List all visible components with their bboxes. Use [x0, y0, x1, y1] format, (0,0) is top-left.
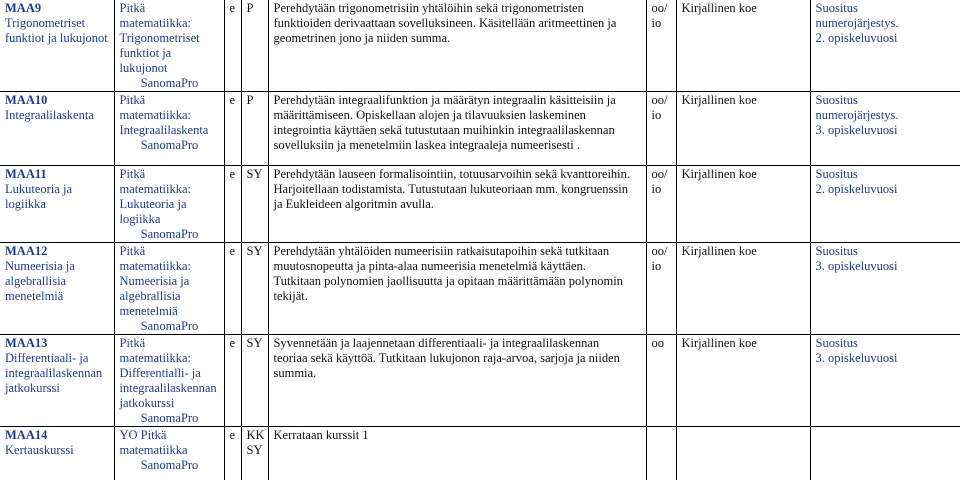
course-book-line: Pitkä matematiikka: [119, 336, 192, 365]
course-code: MAA11 [5, 167, 47, 181]
course-description-cell [268, 92, 646, 166]
course-type-cell [224, 0, 241, 92]
course-exam: Kirjallinen koe [681, 244, 757, 258]
course-publisher: SanomaPro [140, 76, 199, 90]
course-level-line: SY [246, 443, 263, 457]
course-description-line: sovelluksiin ja menetelmiin laskea integraaleja numeerisesti . [273, 138, 581, 152]
course-code-cell [0, 92, 114, 166]
course-name-line: menetelmiä [5, 289, 64, 303]
course-book-line: Integraalilaskenta [119, 123, 209, 137]
course-code: MAA9 [5, 1, 42, 15]
course-assessment-line: oo/ [651, 244, 668, 258]
course-book-cell [114, 243, 224, 335]
course-assessment-line: io [651, 16, 662, 30]
course-recommendation-line: numerojärjestys. [815, 108, 899, 122]
course-type-cell [224, 166, 241, 243]
course-description-line: teoriaa sekä käyttöä. Tutkitaan lukujonon raja-arvoa, sarjoja ja niiden [273, 351, 620, 365]
course-recommendation-cell [810, 92, 960, 166]
course-level: P [246, 93, 254, 107]
course-description-line: Perehdytään yhtälöiden numeerisiin ratkaisutapoihin sekä tutkitaan [273, 244, 610, 258]
course-code: MAA10 [5, 93, 48, 107]
course-level-cell [241, 0, 268, 92]
course-assessment-line: io [651, 108, 662, 122]
course-exam-cell [676, 427, 810, 480]
course-book-cell [114, 335, 224, 427]
course-book-line: Pitkä matematiikka: [119, 1, 192, 30]
course-book-line: Pitkä matematiikka: [119, 244, 192, 273]
course-book-line: Numeerisia ja [119, 274, 190, 288]
course-assessment-cell [646, 243, 676, 335]
course-type: e [229, 336, 236, 350]
course-description-line: Perehdytään lauseen formalisointiin, totuusarvoihin sekä kvanttoreihin. [273, 167, 631, 181]
course-exam: Kirjallinen koe [681, 1, 757, 15]
course-recommendation-cell [810, 335, 960, 427]
course-recommendation-cell [810, 0, 960, 92]
course-type-cell [224, 243, 241, 335]
course-book-cell [114, 92, 224, 166]
course-assessment-cell [646, 335, 676, 427]
course-assessment-line: io [651, 259, 662, 273]
course-recommendation-cell [810, 166, 960, 243]
course-name-line: Numeerisia ja [5, 259, 75, 273]
course-level: SY [246, 336, 263, 350]
course-recommendation-line: Suositus [815, 93, 858, 107]
course-code-cell [0, 427, 114, 480]
course-name-line: Integraalilaskenta [5, 108, 94, 122]
course-code: MAA13 [5, 336, 48, 350]
course-row [0, 427, 960, 480]
course-code-cell [0, 166, 114, 243]
course-assessment-line: oo [651, 336, 664, 350]
course-level: P [246, 1, 254, 15]
course-type-cell [224, 427, 241, 480]
course-publisher: SanomaPro [140, 319, 199, 333]
course-recommendation-line: Suositus [815, 167, 858, 181]
course-book-line: integraalilaskennan [119, 381, 217, 395]
course-level-cell [241, 335, 268, 427]
course-recommendation-line: Suositus [815, 1, 858, 15]
course-assessment-line: oo/ [651, 1, 668, 15]
course-level-cell [241, 427, 268, 480]
course-code: MAA14 [5, 428, 48, 442]
course-type: e [229, 167, 236, 181]
course-exam-cell [676, 92, 810, 166]
course-book-cell [114, 427, 224, 480]
course-code-cell [0, 335, 114, 427]
course-assessment-cell [646, 427, 676, 480]
course-recommendation-cell [810, 243, 960, 335]
course-exam-cell [676, 0, 810, 92]
course-row [0, 166, 960, 243]
course-type: e [229, 244, 236, 258]
course-description-cell [268, 0, 646, 92]
course-type-cell [224, 92, 241, 166]
course-description-line: summia. [273, 366, 317, 380]
course-name-line: algebrallisia [5, 274, 67, 288]
course-recommendation-line: numerojärjestys. [815, 16, 899, 30]
course-assessment-line: oo/ [651, 93, 668, 107]
course-assessment-cell [646, 166, 676, 243]
course-type: e [229, 428, 236, 442]
course-recommendation-line: 3. opiskeluvuosi [815, 259, 898, 273]
course-book-line: Differentialli- ja [119, 366, 201, 380]
course-code-cell [0, 243, 114, 335]
course-description-line: Syvennetään ja laajennetaan differentiaali- ja integraalilaskennan [273, 336, 600, 350]
course-publisher: SanomaPro [140, 458, 199, 472]
course-description-line: Tutkitaan polynomien jaollisuutta ja opitaan määrittämään polynomin [273, 274, 623, 288]
course-type: e [229, 93, 236, 107]
course-name-line: funktiot ja lukujonot [5, 31, 108, 45]
course-book-line: algebrallisia [119, 289, 181, 303]
course-code: MAA12 [5, 244, 48, 258]
course-level: SY [246, 167, 263, 181]
course-name-line: Lukuteoria ja logiikka [5, 182, 72, 211]
course-publisher: SanomaPro [140, 411, 199, 425]
course-assessment-cell [646, 0, 676, 92]
course-book-cell [114, 166, 224, 243]
course-name-line: jatkokurssi [5, 381, 60, 395]
course-exam: Kirjallinen koe [681, 93, 757, 107]
course-row [0, 243, 960, 335]
course-type-cell [224, 335, 241, 427]
course-level: SY [246, 244, 263, 258]
course-recommendation-cell [810, 427, 960, 480]
course-type: e [229, 1, 236, 15]
course-description-cell [268, 427, 646, 480]
course-name-line: Differentiaali- ja [5, 351, 89, 365]
course-description-line: Kerrataan kurssit 1 [273, 428, 369, 442]
course-exam: Kirjallinen koe [681, 336, 757, 350]
course-code-cell [0, 0, 114, 92]
course-book-line: Trigonometriset [119, 31, 200, 45]
course-level-cell [241, 166, 268, 243]
course-description-cell [268, 335, 646, 427]
course-recommendation-line: 2. opiskeluvuosi [815, 182, 898, 196]
course-recommendation-line: 3. opiskeluvuosi [815, 351, 898, 365]
course-name-line: integraalilaskennan [5, 366, 103, 380]
course-description-cell [268, 166, 646, 243]
course-description-line: Perehdytään trigonometrisiin yhtälöihin sekä trigonometristen [273, 1, 584, 15]
course-description-line: määrittämiseen. Opiskellaan alojen ja tilavuuksien laskeminen [273, 108, 586, 122]
course-level-line: KK [246, 428, 265, 442]
course-level-cell [241, 243, 268, 335]
course-row [0, 335, 960, 427]
course-book-line: Pitkä matematiikka: [119, 167, 192, 196]
course-assessment-line: io [651, 182, 662, 196]
course-description-line: Perehdytään integraalifunktion ja määrätyn integraalin käsitteisiin ja [273, 93, 616, 107]
course-level-cell [241, 92, 268, 166]
course-description-line: integrointia käyttäen sekä tutustutaan muihinkin integraalilaskennan [273, 123, 615, 137]
course-description-line: funktioiden derivaattaan sovelluksineen. Käsitellään aritmeettinen ja [273, 16, 617, 30]
course-book-cell [114, 0, 224, 92]
course-name-line: Trigonometriset [5, 16, 86, 30]
course-description-line: ja Eukleideen algoritmin avulla. [273, 197, 434, 211]
course-recommendation-line: Suositus [815, 244, 858, 258]
course-name-line: Kertauskurssi [5, 443, 74, 457]
course-book-line: jatkokurssi [119, 396, 175, 410]
course-book-line: matematiikka [119, 443, 188, 457]
course-row [0, 0, 960, 92]
course-recommendation-line: 3. opiskeluvuosi [815, 123, 898, 137]
course-row [0, 92, 960, 166]
course-description-line: tekijät. [273, 289, 308, 303]
course-publisher: SanomaPro [140, 138, 199, 152]
course-book-line: funktiot ja lukujonot [119, 46, 172, 75]
course-assessment-cell [646, 92, 676, 166]
course-recommendation-line: 2. opiskeluvuosi [815, 31, 898, 45]
course-description-line: geometrinen jono ja niiden summa. [273, 31, 451, 45]
course-book-line: YO Pitkä [119, 428, 167, 442]
course-assessment-line: oo/ [651, 167, 668, 181]
course-recommendation-line: Suositus [815, 336, 858, 350]
course-exam-cell [676, 166, 810, 243]
course-publisher: SanomaPro [140, 227, 199, 241]
course-exam-cell [676, 243, 810, 335]
course-exam: Kirjallinen koe [681, 167, 757, 181]
course-book-line: Lukuteoria ja logiikka [119, 197, 187, 226]
course-book-line: menetelmiä [119, 304, 178, 318]
course-book-line: Pitkä matematiikka: [119, 93, 192, 122]
course-exam-cell [676, 335, 810, 427]
course-description-line: muutosnopeutta ja pinta-alaa numeerisia menetelmiä käyttäen. [273, 259, 586, 273]
course-description-cell [268, 243, 646, 335]
course-description-line: Harjoitellaan todistamista. Tutustutaan lukuteoriaan mm. kongruenssin [273, 182, 628, 196]
